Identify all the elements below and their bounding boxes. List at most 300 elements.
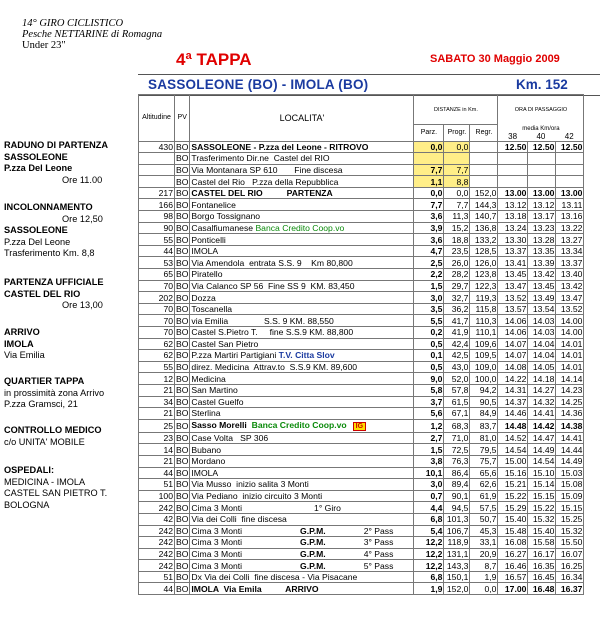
cell-localita <box>190 176 414 188</box>
cell-parziale: 2,2 <box>414 269 444 281</box>
cell-time-40: 15.58 <box>528 537 556 549</box>
localita-text: direz. Medicina Attrav.to S.S.9 KM. 89,600 <box>191 362 358 373</box>
table-row <box>139 292 584 304</box>
cell-time-40: 14.27 <box>528 384 556 396</box>
cell-altitudine: 23 <box>139 432 175 444</box>
cell-pv: BO <box>176 199 189 210</box>
localita-text: Fontanelice <box>191 199 236 210</box>
col-regr: Regr. <box>470 125 498 142</box>
cell-regressivo: 110,1 <box>470 327 498 339</box>
cell-altitudine <box>139 164 175 176</box>
cell-altitudine: 202 <box>139 292 175 304</box>
cell-progressivo: 28,2 <box>444 269 470 281</box>
cell-altitudine: 242 <box>139 560 175 572</box>
cell-time-40: 15.15 <box>528 490 556 502</box>
localita-text: Castel del Rio P.zza della Repubblica <box>191 176 339 187</box>
cell-progressivo: 72,5 <box>444 444 470 456</box>
table-body <box>139 141 584 595</box>
cell-localita <box>190 199 414 211</box>
table-row <box>139 176 584 188</box>
cell-pv: BO <box>176 188 189 199</box>
cell-altitudine: 90 <box>139 222 175 234</box>
cell-progressivo: 86,4 <box>444 467 470 479</box>
cell-altitudine: 12 <box>139 373 175 385</box>
qt-sub: in prossimità zona Arrivo <box>4 387 105 398</box>
cell-pv: BO <box>176 525 189 536</box>
cell-time-38: 15.40 <box>498 513 528 525</box>
cell-parziale: 7,7 <box>414 164 444 176</box>
cell-time-38: 13.00 <box>498 187 528 199</box>
cell-regressivo: 136,8 <box>470 222 498 234</box>
cell-time-42: 15.03 <box>556 467 584 479</box>
cell-parziale: 12,2 <box>414 537 444 549</box>
cell-time-40: 12.50 <box>528 141 556 153</box>
cell-time-38: 15.22 <box>498 490 528 502</box>
table-row <box>139 199 584 211</box>
col-orari: ORA DI PASSAGGIO <box>514 106 568 113</box>
cell-regressivo: 109,0 <box>470 361 498 373</box>
osp-title: OSPEDALI: <box>4 465 55 475</box>
cell-time-42: 14.01 <box>556 361 584 373</box>
cell-progressivo <box>444 153 470 165</box>
cell-parziale: 5,8 <box>414 384 444 396</box>
cell-progressivo: 76,3 <box>444 455 470 467</box>
incol-trasf: Trasferimento Km. 8,8 <box>4 248 95 259</box>
localita-text: IMOLA <box>191 246 219 257</box>
cell-pv: BO <box>176 211 189 222</box>
cell-time-38: 13.18 <box>498 211 528 223</box>
cell-progressivo: 42,5 <box>444 350 470 362</box>
cell-regressivo: 115,8 <box>470 303 498 315</box>
gpm-label: G.P.M. <box>300 548 326 559</box>
cell-pv: BO <box>176 269 189 280</box>
cell-progressivo: 106,7 <box>444 525 470 537</box>
cell-regressivo: 50,7 <box>470 513 498 525</box>
localita-text: San Martino <box>191 385 238 396</box>
cell-regressivo: 119,3 <box>470 292 498 304</box>
cell-localita <box>190 560 414 572</box>
cell-parziale: 3,8 <box>414 455 444 467</box>
cell-time-38: 15.00 <box>498 455 528 467</box>
localita-text: Sasso Morelli <box>191 419 252 430</box>
cell-pv: BO <box>176 560 189 571</box>
table-row <box>139 234 584 246</box>
cell-time-40: 13.12 <box>528 199 556 211</box>
cell-time-38: 17.00 <box>498 583 528 595</box>
cell-time-38: 14.07 <box>498 338 528 350</box>
cell-parziale: 4,4 <box>414 502 444 514</box>
cell-regressivo: 128,5 <box>470 245 498 257</box>
cell-localita <box>190 513 414 525</box>
cell-time-38: 14.22 <box>498 373 528 385</box>
cell-parziale: 1,5 <box>414 280 444 292</box>
cell-localita <box>190 245 414 257</box>
localita-text: Dx Via dei Colli fine discesa - Via Pisacane <box>191 572 358 583</box>
cell-parziale <box>414 153 444 165</box>
cell-localita <box>190 548 414 560</box>
col-media: media Km/ora <box>522 125 560 132</box>
table-row <box>139 513 584 525</box>
localita-text: Sterlina <box>191 408 221 419</box>
cell-altitudine <box>139 153 175 165</box>
cell-time-40: 16.17 <box>528 548 556 560</box>
cell-progressivo: 36,2 <box>444 303 470 315</box>
cell-progressivo: 41,7 <box>444 315 470 327</box>
route-table <box>138 94 584 595</box>
cm-title: CONTROLLO MEDICO <box>4 425 102 435</box>
cell-pv: BO <box>176 572 189 583</box>
cell-regressivo: 65,6 <box>470 467 498 479</box>
cell-regressivo: 1,9 <box>470 571 498 583</box>
localita-text: Cima 3 Monti <box>191 560 243 571</box>
table-row <box>139 432 584 444</box>
localita-text: Cima 3 Monti <box>191 525 243 536</box>
cell-parziale: 0,7 <box>414 490 444 502</box>
cell-localita <box>190 571 414 583</box>
cell-time-42 <box>556 176 584 188</box>
table-row <box>139 350 584 362</box>
cell-parziale: 0,2 <box>414 327 444 339</box>
cell-parziale: 5,6 <box>414 408 444 420</box>
cell-pv: BO <box>176 433 189 444</box>
cell-time-42: 13.47 <box>556 292 584 304</box>
cell-time-38: 13.57 <box>498 303 528 315</box>
cell-time-38: 13.52 <box>498 292 528 304</box>
cell-time-38: 15.29 <box>498 502 528 514</box>
cell-localita <box>190 432 414 444</box>
cell-parziale: 12,2 <box>414 560 444 572</box>
localita-text: Dozza <box>191 292 216 303</box>
cell-regressivo: 109,5 <box>470 350 498 362</box>
cell-time-40: 14.54 <box>528 455 556 467</box>
org-line2: Pesche NETTARINE di Romagna <box>22 29 163 40</box>
localita-text: Cima 3 Monti <box>191 537 243 548</box>
col-distanze: DISTANZE in Km. <box>414 95 498 125</box>
raduno-place: SASSOLEONE <box>4 151 68 162</box>
cell-altitudine: 14 <box>139 444 175 456</box>
cell-time-42: 13.27 <box>556 234 584 246</box>
raduno-title: RADUNO DI PARTENZA <box>4 140 108 150</box>
cell-regressivo: 100,0 <box>470 373 498 385</box>
cell-progressivo: 7,7 <box>444 199 470 211</box>
cell-localita <box>190 537 414 549</box>
localita-text: Castel S.Pietro T. fine S.S.9 KM. 88,800 <box>191 327 354 338</box>
cell-time-42: 13.22 <box>556 222 584 234</box>
cell-localita <box>190 583 414 595</box>
incol-sub: P.zza Del Leone <box>4 236 71 247</box>
table-row <box>139 303 584 315</box>
localita-text: Via Pediano inizio circuito 3 Monti <box>191 491 323 502</box>
cell-localita <box>190 211 414 223</box>
cell-time-40: 14.03 <box>528 327 556 339</box>
table-row <box>139 384 584 396</box>
cell-progressivo: 41,9 <box>444 327 470 339</box>
cell-time-42: 14.00 <box>556 315 584 327</box>
cell-progressivo: 52,0 <box>444 373 470 385</box>
cell-regressivo: 109,6 <box>470 338 498 350</box>
cell-regressivo: 140,7 <box>470 211 498 223</box>
cell-progressivo: 32,7 <box>444 292 470 304</box>
localita-text: Casalfiumanese <box>191 222 256 233</box>
cell-time-42: 15.15 <box>556 502 584 514</box>
cell-time-42: 16.07 <box>556 548 584 560</box>
cm-sub: c/o UNITA' MOBILE <box>4 436 85 447</box>
localita-text: via Emilia S.S. 9 KM. 88,550 <box>191 315 334 326</box>
cell-time-38: 14.07 <box>498 350 528 362</box>
cell-parziale: 1,9 <box>414 583 444 595</box>
cell-regressivo: 83,7 <box>470 419 498 432</box>
cell-time-42: 15.50 <box>556 537 584 549</box>
cell-altitudine: 62 <box>139 338 175 350</box>
cell-progressivo: 143,3 <box>444 560 470 572</box>
cell-time-42: 16.37 <box>556 583 584 595</box>
cell-time-40: 16.45 <box>528 571 556 583</box>
cell-altitudine: 242 <box>139 525 175 537</box>
tv-label: T.V. Citta Slov <box>278 350 335 361</box>
gpm-label: G.P.M. <box>300 537 326 548</box>
cell-parziale: 2,5 <box>414 257 444 269</box>
cell-time-38: 13.41 <box>498 257 528 269</box>
sponsor-label: Banca Credito Coop.vo <box>255 222 345 233</box>
pass-label: 3° Pass <box>363 537 394 548</box>
cell-parziale: 0,5 <box>414 338 444 350</box>
cell-altitudine: 34 <box>139 396 175 408</box>
cell-altitudine: 242 <box>139 502 175 514</box>
cell-regressivo: 126,0 <box>470 257 498 269</box>
col-altitudine: Altitudine <box>139 95 175 142</box>
cell-progressivo: 101,3 <box>444 513 470 525</box>
cell-time-38: 13.47 <box>498 280 528 292</box>
cell-regressivo: 90,5 <box>470 396 498 408</box>
localita-text: Piratello <box>191 269 223 280</box>
localita-text: IMOLA Via Emila ARRIVO <box>191 583 319 594</box>
cell-altitudine <box>139 176 175 188</box>
part-time: Ore 13,00 <box>62 300 103 311</box>
cell-time-42: 13.34 <box>556 245 584 257</box>
cell-time-42: 15.25 <box>556 513 584 525</box>
col-speed-38: 38 <box>508 131 518 141</box>
cell-parziale: 0,0 <box>414 187 444 199</box>
cell-progressivo: 7,7 <box>444 164 470 176</box>
cell-altitudine: 42 <box>139 513 175 525</box>
cell-regressivo: 123,8 <box>470 269 498 281</box>
qt-addr: P.zza Gramsci, 21 <box>4 399 78 410</box>
cell-parziale: 1,5 <box>414 444 444 456</box>
cell-localita <box>190 455 414 467</box>
cell-pv: BO <box>176 304 189 315</box>
cell-time-40: 14.18 <box>528 373 556 385</box>
part-title: PARTENZA UFFICIALE <box>4 277 104 287</box>
incol-time: Ore 12,50 <box>62 213 103 224</box>
cell-regressivo: 8,7 <box>470 560 498 572</box>
table-row <box>139 525 584 537</box>
cell-time-40: 14.47 <box>528 432 556 444</box>
cell-time-42: 15.08 <box>556 479 584 491</box>
cell-progressivo: 67,1 <box>444 408 470 420</box>
table-row <box>139 187 584 199</box>
org-line3: Under 23" <box>22 40 66 51</box>
cell-localita <box>190 164 414 176</box>
localita-text: Via Montanara SP 610 Fine discesa <box>191 164 343 175</box>
col-localita: LOCALITA' <box>190 95 414 142</box>
cell-altitudine: 62 <box>139 350 175 362</box>
cell-time-42: 13.42 <box>556 280 584 292</box>
cell-time-38: 13.37 <box>498 245 528 257</box>
cell-localita <box>190 408 414 420</box>
localita-text: SASSOLEONE - P.zza del Leone - RITROVO <box>191 141 369 152</box>
ig-badge: IG <box>353 422 366 431</box>
cell-pv: BO <box>176 257 189 268</box>
cell-time-42: 14.38 <box>556 419 584 432</box>
cell-parziale: 5,4 <box>414 525 444 537</box>
cell-regressivo: 110,3 <box>470 315 498 327</box>
cell-localita <box>190 396 414 408</box>
cell-localita <box>190 327 414 339</box>
cell-regressivo: 84,9 <box>470 408 498 420</box>
col-progr: Progr. <box>444 125 470 142</box>
cell-parziale: 3,5 <box>414 303 444 315</box>
localita-text: Via Calanco SP 56 Fine SS 9 KM. 83,450 <box>191 280 355 291</box>
cell-pv: BO <box>176 315 189 326</box>
cell-time-40: 14.04 <box>528 338 556 350</box>
cell-time-38: 13.12 <box>498 199 528 211</box>
cell-localita <box>190 292 414 304</box>
cell-altitudine: 51 <box>139 571 175 583</box>
cell-parziale: 0,5 <box>414 361 444 373</box>
osp-3: BOLOGNA <box>4 499 50 510</box>
cell-time-38: 13.45 <box>498 269 528 281</box>
cell-time-40: 14.05 <box>528 361 556 373</box>
cell-altitudine: 55 <box>139 361 175 373</box>
cell-time-42: 14.44 <box>556 444 584 456</box>
cell-time-38 <box>498 164 528 176</box>
org-line1: 14° GIRO CICLISTICO <box>22 18 124 29</box>
cell-time-40: 15.40 <box>528 525 556 537</box>
cell-time-40: 16.35 <box>528 560 556 572</box>
localita-text: Cima 3 Monti <box>191 548 243 559</box>
cell-pv: BO <box>176 514 189 525</box>
cell-time-38: 14.31 <box>498 384 528 396</box>
cell-localita <box>190 467 414 479</box>
cell-regressivo: 20,9 <box>470 548 498 560</box>
table-row <box>139 571 584 583</box>
cell-progressivo: 118,9 <box>444 537 470 549</box>
localita-text: Medicina <box>191 373 226 384</box>
cell-localita <box>190 187 414 199</box>
cell-altitudine: 51 <box>139 479 175 491</box>
cell-localita <box>190 303 414 315</box>
cell-altitudine: 25 <box>139 419 175 432</box>
cell-localita <box>190 222 414 234</box>
table-row <box>139 257 584 269</box>
cell-progressivo: 15,2 <box>444 222 470 234</box>
osp-1: MEDICINA - IMOLA <box>4 476 86 487</box>
cell-time-40: 15.10 <box>528 467 556 479</box>
route-bar <box>138 74 600 96</box>
cell-pv: BO <box>176 408 189 419</box>
cell-time-40: 15.32 <box>528 513 556 525</box>
cell-time-38: 15.16 <box>498 467 528 479</box>
cell-progressivo: 150,1 <box>444 571 470 583</box>
cell-time-40: 13.49 <box>528 292 556 304</box>
cell-time-42: 14.00 <box>556 327 584 339</box>
cell-progressivo: 8,8 <box>444 176 470 188</box>
cell-progressivo: 68,3 <box>444 419 470 432</box>
cell-time-40: 13.17 <box>528 211 556 223</box>
table-row <box>139 467 584 479</box>
cell-pv: BO <box>176 444 189 455</box>
cell-time-40: 13.54 <box>528 303 556 315</box>
table-row <box>139 164 584 176</box>
localita-text: P.zza Martiri Partigiani <box>191 350 279 361</box>
cell-localita <box>190 153 414 165</box>
cell-progressivo: 0,0 <box>444 141 470 153</box>
cell-altitudine: 44 <box>139 467 175 479</box>
cell-time-38: 14.37 <box>498 396 528 408</box>
cell-time-42 <box>556 164 584 176</box>
cell-altitudine: 242 <box>139 537 175 549</box>
cell-time-38: 16.27 <box>498 548 528 560</box>
localita-text: Case Volta SP 306 <box>191 433 269 444</box>
cell-time-40: 14.42 <box>528 419 556 432</box>
cell-altitudine: 98 <box>139 211 175 223</box>
cell-altitudine: 44 <box>139 583 175 595</box>
cell-regressivo: 152,0 <box>470 187 498 199</box>
cell-localita <box>190 280 414 292</box>
cell-time-40: 15.14 <box>528 479 556 491</box>
cell-parziale: 9,0 <box>414 373 444 385</box>
cell-time-42: 14.14 <box>556 373 584 385</box>
cell-regressivo <box>470 164 498 176</box>
cell-progressivo: 42,4 <box>444 338 470 350</box>
raduno-time: Ore 11.00 <box>62 174 103 185</box>
table-row <box>139 211 584 223</box>
cell-time-38: 13.30 <box>498 234 528 246</box>
cell-altitudine: 70 <box>139 280 175 292</box>
table-row <box>139 583 584 595</box>
cell-altitudine: 100 <box>139 490 175 502</box>
cell-regressivo: 122,3 <box>470 280 498 292</box>
table-row <box>139 408 584 420</box>
table-row <box>139 280 584 292</box>
cell-parziale: 1,2 <box>414 419 444 432</box>
localita-text: Via Amendola entrata S.S. 9 Km 80,800 <box>191 257 353 268</box>
cell-time-38: 16.46 <box>498 560 528 572</box>
cell-progressivo: 18,8 <box>444 234 470 246</box>
cell-time-40: 13.42 <box>528 269 556 281</box>
cell-time-42: 16.34 <box>556 571 584 583</box>
cell-localita <box>190 490 414 502</box>
cell-progressivo: 90,1 <box>444 490 470 502</box>
cell-parziale: 0,1 <box>414 350 444 362</box>
localita-text: Ponticelli <box>191 234 226 245</box>
cell-parziale: 3,0 <box>414 479 444 491</box>
cell-altitudine: 166 <box>139 199 175 211</box>
cell-altitudine: 217 <box>139 187 175 199</box>
pass-label: 2° Pass <box>363 525 394 536</box>
cell-altitudine: 21 <box>139 455 175 467</box>
lap-label: 1° Giro <box>314 502 341 513</box>
sponsor-label: Banca Credito Coop.vo <box>251 419 347 430</box>
cell-localita <box>190 444 414 456</box>
cell-time-38: 16.08 <box>498 537 528 549</box>
cell-pv: BO <box>176 537 189 548</box>
cell-progressivo: 23,5 <box>444 245 470 257</box>
cell-progressivo: 11,3 <box>444 211 470 223</box>
table-row <box>139 537 584 549</box>
cell-time-42: 16.25 <box>556 560 584 572</box>
localita-text: Mordano <box>191 456 226 467</box>
